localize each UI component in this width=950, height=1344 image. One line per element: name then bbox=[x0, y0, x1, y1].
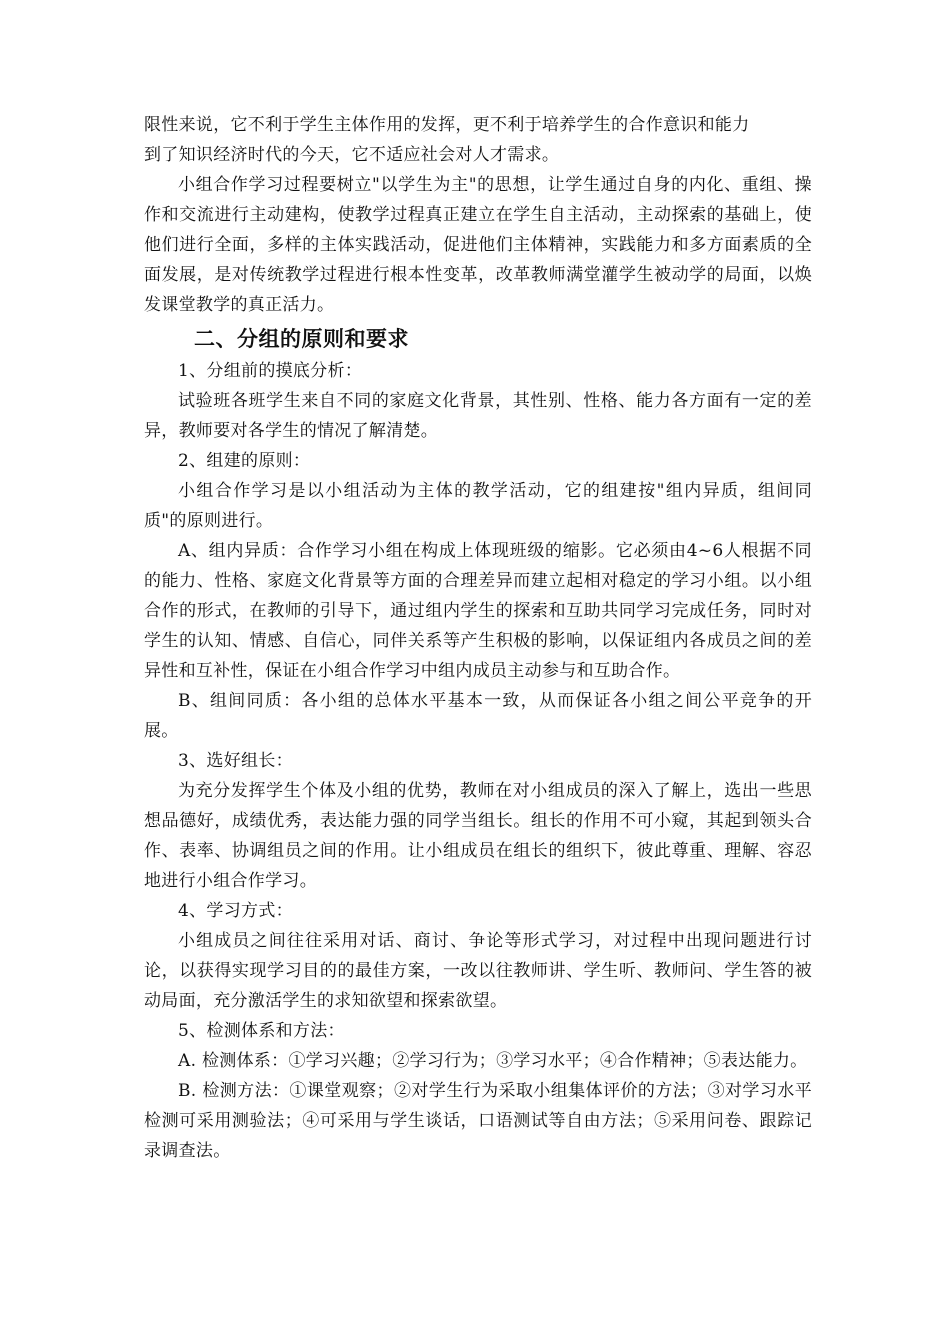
paragraph-continued: 限性来说，它不利于学生主体作用的发挥，更不利于培养学生的合作意识和能力 bbox=[144, 115, 750, 135]
item-5-title: 5、检测体系和方法： bbox=[178, 1021, 345, 1041]
item-2-title: 2、组建的原则： bbox=[178, 451, 311, 471]
item-2-b: B、组间同质：各小组的总体水平基本一致，从而保证各小组之间公平竞争的开展。 bbox=[144, 691, 812, 741]
item-5-b: B. 检测方法：①课堂观察；②对学生行为采取小组集体评价的方法；③对学习水平检测可采用测验法；④可采用与学生谈话，口语测试等自由方法；⑤采用问卷、跟踪记录调查法。 bbox=[144, 1081, 812, 1161]
document-page bbox=[144, 110, 812, 1166]
item-4-title: 4、学习方式： bbox=[178, 901, 293, 921]
paragraph-continued-end: 到了知识经济时代的今天，它不适应社会对人才需求。 bbox=[144, 145, 560, 165]
item-5-a: A. 检测体系：①学习兴趣；②学习行为；③学习水平；④合作精神；⑤表达能力。 bbox=[178, 1051, 808, 1071]
item-4-body: 小组成员之间往往采用对话、商讨、争论等形式学习，对过程中出现问题进行讨论，以获得实现学习目的的最佳方案，一改以往教师讲、学生听、教师问、学生答的被动局面，充分激活学生的求知欲望和探索欲望。 bbox=[144, 931, 812, 1011]
paragraph-group-learning: 小组合作学习过程要树立"以学生为主"的思想，让学生通过自身的内化、重组、操作和交流进行主动建构，使教学过程真正建立在学生自主活动，主动探索的基础上，使他们进行全面，多样的主体实践活动，促进他们主体精神，实践能力和多方面素质的全面发展，是对传统教学过程进行根本性变革，改革教师满堂灌学生被动学的局面，以焕发课堂教学的真正活力。 bbox=[144, 175, 812, 315]
item-1-title: 1、分组前的摸底分析： bbox=[178, 361, 363, 381]
item-3-body: 为充分发挥学生个体及小组的优势，教师在对小组成员的深入了解上，选出一些思想品德好，成绩优秀，表达能力强的同学当组长。组长的作用不可小窥，其起到领头合作、表率、协调组员之间的作用。让小组成员在组长的组织下，彼此尊重、理解、容忍地进行小组合作学习。 bbox=[144, 781, 812, 891]
item-2-a: A、组内异质：合作学习小组在构成上体现班级的缩影。它必须由4~6人根据不同的能力、性格、家庭文化背景等方面的合理差异而建立起相对稳定的学习小组。以小组合作的形式，在教师的引导下，通过组内学生的探索和互助共同学习完成任务，同时对学生的认知、情感、自信心，同伴关系等产生积极的影响，以保证组内各成员之间的差异性和互补性，保证在小组合作学习中组内成员主动参与和互助合作。 bbox=[144, 541, 812, 681]
section-heading: 二、分组的原则和要求 bbox=[194, 327, 409, 351]
item-3-title: 3、选好组长： bbox=[178, 751, 293, 771]
item-1-body: 试验班各班学生来自不同的家庭文化背景，其性别、性格、能力各方面有一定的差异，教师要对各学生的情况了解清楚。 bbox=[144, 391, 812, 441]
item-2-body: 小组合作学习是以小组活动为主体的教学活动，它的组建按"组内异质，组间同质"的原则进行。 bbox=[144, 481, 812, 531]
